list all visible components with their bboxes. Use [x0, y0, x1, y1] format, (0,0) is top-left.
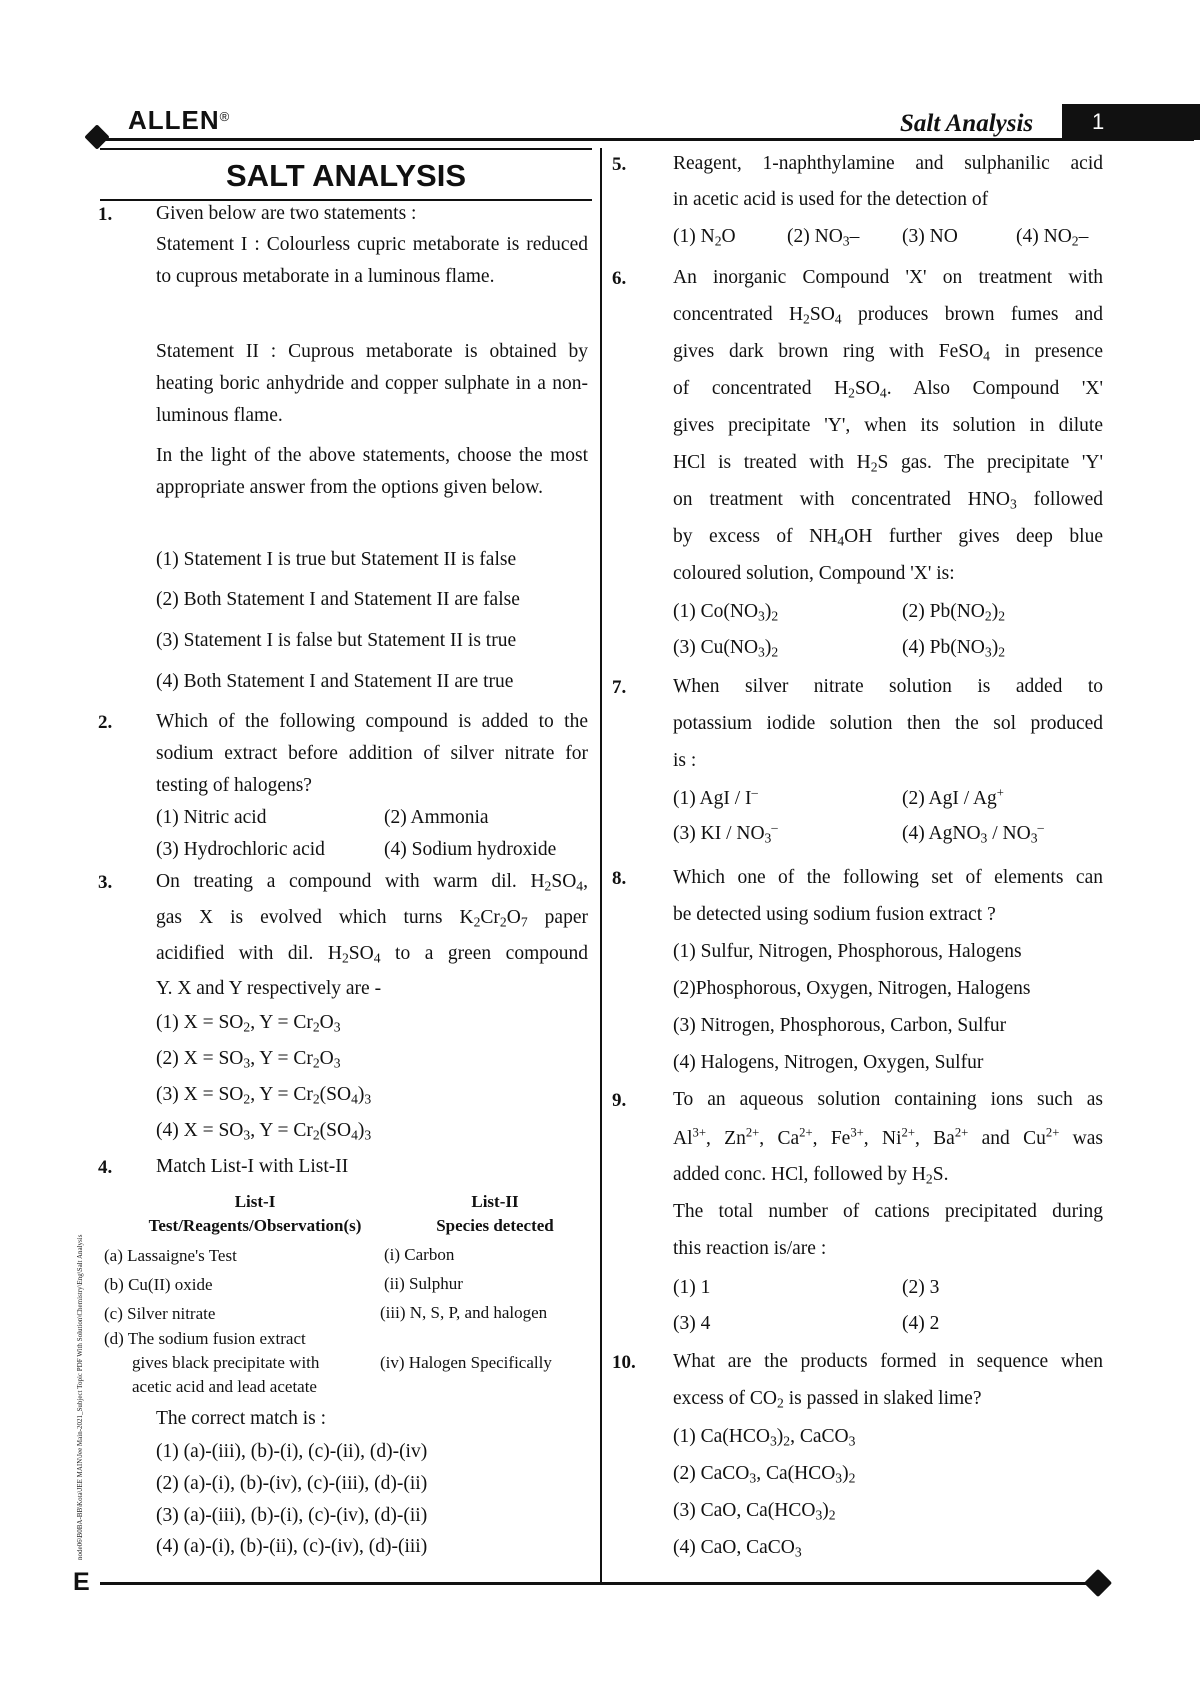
- q9-line-1: To an aqueous solution containing ions such as: [673, 1089, 1103, 1110]
- list-1-item: (d) The sodium fusion extract: [104, 1329, 306, 1348]
- q9-line-3: added conc. HCl, followed by $H_2S$.: [673, 1164, 949, 1187]
- q8-option-1: (1) Sulfur, Nitrogen, Phosphorous, Halogens: [673, 941, 1022, 962]
- q3-line-4: Y. X and Y respectively are -: [156, 978, 382, 999]
- question-number: 8.: [612, 868, 627, 889]
- q4-option-3: (3) (a)-(iii), (b)-(i), (c)-(iv), (d)-(ii): [156, 1505, 428, 1526]
- q1-intro: Given below are two statements :: [156, 203, 417, 224]
- q3-option-2: (2) $X = SO_3$, $Y = Cr_2O_3$: [156, 1048, 341, 1071]
- q6-option-2: (2) $Pb(NO_2)_2$: [902, 601, 1006, 624]
- q8-line-1: Which one of the following set of elements can: [673, 867, 1103, 888]
- q8-option-2: (2)Phosphorous, Oxygen, Nitrogen, Halogens: [673, 978, 1031, 999]
- q2-option-1: (1) Nitric acid: [156, 807, 267, 828]
- q3-line-2: gas X is evolved which turns $K_2Cr_2O_7$ paper: [156, 907, 588, 930]
- question-number: 3.: [98, 872, 113, 893]
- q3-option-4: (4) $X = SO_3$, $Y = Cr_2(SO_4)_3$: [156, 1120, 372, 1143]
- q6-line-9: coloured solution, Compound 'X' is:: [673, 563, 955, 584]
- q10-option-2: (2) CaCO$_3$, $Ca(HCO_3)_2$: [673, 1463, 856, 1486]
- q5-line-2: in acetic acid is used for the detection of: [673, 189, 989, 210]
- q3-option-3: (3) $X = SO_2$, $Y = Cr_2(SO_4)_3$: [156, 1084, 372, 1107]
- q1-option-2: (2) Both Statement I and Statement II are false: [156, 589, 520, 610]
- column-divider: [600, 148, 602, 1582]
- q7-line-2: potassium iodide solution then the sol produced: [673, 713, 1103, 734]
- q7-option-3: (3) KI / $NO_3^-$: [673, 820, 778, 846]
- q7-line-3: is :: [673, 750, 697, 771]
- q6-line-7: on treatment with concentrated $HNO_3$ followed: [673, 489, 1103, 512]
- question-number: 5.: [612, 154, 627, 175]
- q2-option-2: (2) Ammonia: [384, 807, 489, 828]
- q3-option-1: (1) $X = SO_2$, $Y = Cr_2O_3$: [156, 1012, 341, 1035]
- q5-option-2: (2) $NO_3-$: [787, 226, 860, 249]
- list-1-item: (c) Silver nitrate: [104, 1304, 216, 1323]
- side-file-path: node06\B0BA-BB\Kota\JEE MAIN\Jee Main-2021_Subject Topic PDF With Solution\Chemistry\Eng\Salt Analysis: [76, 1234, 84, 1560]
- q6-line-8: by excess of $NH_4OH$ further gives deep blue: [673, 526, 1103, 549]
- q3-line-3: acidified with dil. $H_2SO_4$ to a green compound: [156, 943, 588, 966]
- question-number: 9.: [612, 1090, 627, 1111]
- q6-line-6: HCl is treated with $H_2S$ gas. The precipitate 'Y': [673, 452, 1103, 475]
- list-1-item: (a) Lassaigne's Test: [104, 1246, 237, 1265]
- q3-line-1: On treating a compound with warm dil. $H_2SO_4$,: [156, 871, 588, 894]
- q8-option-4: (4) Halogens, Nitrogen, Oxygen, Sulfur: [673, 1052, 984, 1073]
- list-1-header: List-I: [234, 1192, 276, 1211]
- q9-option-3: (3) 4: [673, 1313, 711, 1334]
- list-2-item: (i) Carbon: [384, 1245, 455, 1264]
- question-number: 6.: [612, 268, 627, 289]
- q10-line-2: excess of $CO_2$ is passed in slaked lime?: [673, 1388, 982, 1411]
- list-1-subheader: Test/Reagents/Observation(s): [148, 1216, 362, 1235]
- footer-rule: [100, 1582, 1100, 1585]
- q1-option-1: (1) Statement I is true but Statement II is false: [156, 549, 517, 570]
- list-2-item: (ii) Sulphur: [384, 1274, 463, 1293]
- list-1-item-cont: acetic acid and lead acetate: [132, 1377, 317, 1396]
- list-2-item: (iii) N, S, P, and halogen: [380, 1303, 548, 1322]
- q6-line-2: concentrated $H_2SO_4$ produces brown fumes and: [673, 304, 1104, 327]
- question-number: 10.: [612, 1352, 636, 1373]
- q4-option-1: (1) (a)-(iii), (b)-(i), (c)-(ii), (d)-(iv): [156, 1441, 428, 1462]
- q10-line-1: What are the products formed in sequence when: [673, 1351, 1103, 1372]
- q5-option-1: (1) $N_2O$: [673, 226, 736, 249]
- q6-option-3: (3) $Cu(NO_3)_2$: [673, 637, 779, 660]
- list-1-item-cont: gives black precipitate with: [132, 1353, 320, 1372]
- footer-letter: E: [73, 1568, 90, 1596]
- q7-option-2: (2) AgI / Ag+: [902, 785, 1004, 809]
- list-2-item: (iv) Halogen Specifically: [380, 1353, 552, 1372]
- q6-line-3: gives dark brown ring with FeSO$_4$ in presence: [673, 341, 1103, 364]
- q4-question: The correct match is :: [156, 1408, 327, 1429]
- q4-text: Match List-I with List-II: [156, 1156, 349, 1177]
- q10-option-1: (1) $Ca(HCO_3)_2$, CaCO$_3$: [673, 1426, 856, 1449]
- header-title: Salt Analysis: [900, 110, 1034, 137]
- q2-option-3: (3) Hydrochloric acid: [156, 839, 325, 860]
- q7-option-4: (4) AgNO$_3$ / $NO_3^-$: [902, 820, 1044, 846]
- list-1-item: (b) Cu(II) oxide: [104, 1275, 213, 1294]
- q7-option-1: (1) AgI / I–: [673, 785, 758, 809]
- q1-option-3: (3) Statement I is false but Statement II is true: [156, 630, 517, 651]
- title-rule-bottom: [100, 199, 592, 201]
- q4-option-4: (4) (a)-(i), (b)-(ii), (c)-(iv), (d)-(iii): [156, 1536, 428, 1557]
- q5-line-1: Reagent, 1-naphthylamine and sulphanilic acid: [673, 153, 1103, 174]
- q10-option-3: (3) CaO, $Ca(HCO_3)_2$: [673, 1500, 836, 1523]
- q9-line-5: this reaction is/are :: [673, 1238, 827, 1259]
- q5-option-4: (4) $NO_2-$: [1016, 226, 1089, 249]
- q9-option-2: (2) 3: [902, 1277, 940, 1298]
- q6-line-1: An inorganic Compound 'X' on treatment with: [673, 267, 1103, 288]
- header-rule: [98, 138, 1194, 141]
- question-number: 1.: [98, 204, 113, 225]
- footer-diamond: [1084, 1569, 1112, 1597]
- list-2-header: List-II: [471, 1192, 519, 1211]
- q6-line-5: gives precipitate 'Y', when its solution in dilute: [673, 415, 1103, 436]
- q10-option-4: (4) CaO, CaCO$_3$: [673, 1537, 802, 1560]
- q9-line-4: The total number of cations precipitated during: [673, 1201, 1103, 1222]
- q9-option-1: (1) 1: [673, 1277, 711, 1298]
- title-rule-top: [100, 148, 592, 150]
- q5-option-3: (3) NO: [902, 226, 958, 247]
- q1-statement-1: Statement I : Colourless cupric metaborate is reduced to cuprous metaborate in a luminous flame.: [156, 234, 588, 287]
- header-diamond: [84, 124, 109, 149]
- question-number: 7.: [612, 677, 627, 698]
- q7-line-1: When silver nitrate solution is added to: [673, 676, 1103, 697]
- q9-ions: $Al^{3+}$, $Zn^{2+}$, $Ca^{2+}$, $Fe^{3+}$, $Ni^{2+}$, $Ba^{2+}$ and $Cu^{2+}$ was: [673, 1125, 1103, 1149]
- q1-question: In the light of the above statements, choose the most appropriate answer from the options given below.: [156, 445, 588, 498]
- q2-option-4: (4) Sodium hydroxide: [384, 839, 557, 860]
- q6-line-4: of concentrated $H_2SO_4$. Also Compound 'X': [673, 378, 1103, 401]
- page-title: SALT ANALYSIS: [226, 158, 466, 193]
- question-number: 4.: [98, 1157, 113, 1178]
- q1-statement-2: Statement II : Cuprous metaborate is obtained by heating boric anhydride and copper sulphate in a non-luminous flame.: [156, 341, 588, 426]
- question-number: 2.: [98, 712, 113, 733]
- q6-option-4: (4) $Pb(NO_3)_2$: [902, 637, 1006, 660]
- q8-line-2: be detected using sodium fusion extract ?: [673, 904, 996, 925]
- q2-text: Which of the following compound is added to the sodium extract before addition of silver nitrate for testing of halogens?: [156, 711, 588, 796]
- q8-option-3: (3) Nitrogen, Phosphorous, Carbon, Sulfur: [673, 1015, 1007, 1036]
- q4-option-2: (2) (a)-(i), (b)-(iv), (c)-(iii), (d)-(ii): [156, 1473, 428, 1494]
- page-number: 1: [1062, 104, 1200, 140]
- q1-option-4: (4) Both Statement I and Statement II are true: [156, 671, 514, 692]
- q6-option-1: (1) $Co(NO_3)_2$: [673, 601, 779, 624]
- q9-option-4: (4) 2: [902, 1313, 940, 1334]
- brand-logo: ALLEN®: [128, 105, 231, 135]
- list-2-subheader: Species detected: [436, 1216, 554, 1235]
